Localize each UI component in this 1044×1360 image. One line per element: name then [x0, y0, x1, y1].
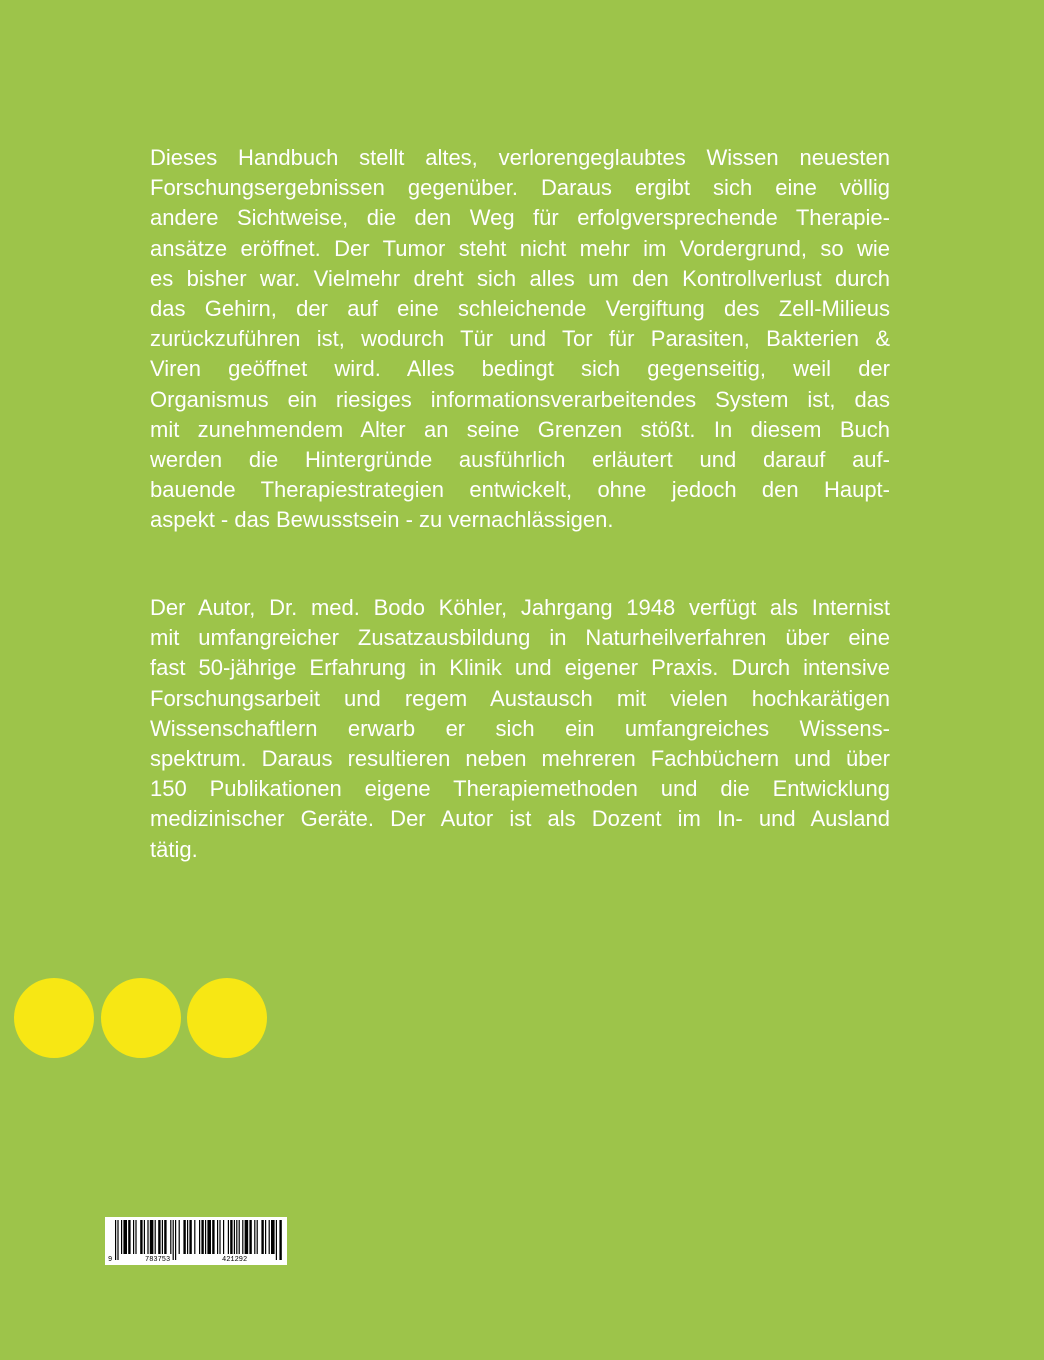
author-bio-line: Forschungsarbeit und regem Austausch mit vielen hochkarätigen	[150, 685, 890, 711]
isbn-barcode	[105, 1217, 287, 1265]
author-bio-line: tätig.	[150, 836, 198, 862]
barcode-bars	[105, 1217, 287, 1265]
barcode-bar	[133, 1220, 134, 1254]
barcode-bar	[239, 1220, 240, 1254]
blurb-line: Forschungsergebnissen gegenüber. Daraus ergibt sich eine völlig	[150, 175, 890, 201]
barcode-bar	[249, 1220, 251, 1254]
blurb-line: ansätze eröffnet. Der Tumor steht nicht mehr im Vordergrund, so wie	[150, 235, 890, 261]
barcode-bar	[175, 1220, 176, 1260]
barcode-bar	[179, 1220, 180, 1254]
blurb-line: zurückzuführen ist, wodurch Tür und Tor für Parasiten, Bakterien &	[150, 326, 890, 352]
barcode-bar	[276, 1220, 277, 1260]
author-bio-line: 150 Publikationen eigene Therapiemethoden und die Entwicklung	[150, 776, 890, 802]
barcode-bar	[223, 1220, 224, 1254]
barcode-bar	[269, 1220, 270, 1254]
barcode-digit-first: 9	[108, 1256, 113, 1264]
back-cover-blurb	[150, 143, 890, 536]
barcode-bar	[230, 1220, 232, 1254]
blurb-line: Viren geöffnet wird. Alles bedingt sich gegenseitig, weil der	[150, 356, 890, 382]
barcode-bar	[245, 1220, 249, 1254]
barcode-bar	[158, 1220, 160, 1254]
barcode-bar	[135, 1220, 136, 1254]
blurb-line: werden die Hintergründe ausführlich erläutert und darauf auf-	[150, 447, 890, 473]
barcode-bar	[170, 1220, 171, 1254]
blurb-line: andere Sichtweise, die den Weg für erfolgversprechende Therapie-	[150, 205, 890, 231]
author-bio-line: mit umfangreicher Zusatzausbildung in Naturheilverfahren über eine	[150, 625, 890, 651]
barcode-digits-left: 783753	[145, 1256, 171, 1264]
author-bio-line: Der Autor, Dr. med. Bodo Köhler, Jahrgang 1948 verfügt als Internist	[150, 595, 890, 620]
barcode-bar	[279, 1220, 281, 1260]
barcode-bar	[236, 1220, 237, 1254]
barcode-bar	[115, 1220, 116, 1260]
barcode-bar	[205, 1220, 206, 1254]
author-bio-line: medizinischer Geräte. Der Autor ist als Dozent im In- und Ausland	[150, 806, 890, 832]
barcode-bar	[257, 1220, 258, 1254]
barcode-bar	[199, 1220, 200, 1254]
barcode-bar	[164, 1220, 166, 1254]
author-bio-line: spektrum. Daraus resultieren neben mehreren Fachbüchern und über	[150, 746, 890, 772]
barcode-bar	[228, 1220, 229, 1254]
barcode-bar	[117, 1220, 118, 1260]
barcode-bar	[128, 1220, 130, 1254]
blurb-line: aspekt - das Bewusstsein - zu vernachlässigen.	[150, 507, 614, 533]
barcode-bar	[212, 1220, 214, 1254]
author-bio-line: Wissenschaftlern erwarb er sich ein umfangreiches Wissens-	[150, 715, 890, 741]
yellow-dot-3	[187, 978, 267, 1058]
barcode-bar	[194, 1220, 195, 1254]
barcode-digits-right: 421292	[222, 1256, 248, 1264]
barcode-bar	[242, 1220, 243, 1254]
blurb-line: das Gehirn, der auf eine schleichende Vergiftung des Zell-Milieus	[150, 296, 890, 322]
barcode-bar	[147, 1220, 148, 1254]
barcode-bar	[219, 1220, 220, 1254]
barcode-bar	[261, 1220, 263, 1254]
barcode-bar	[173, 1220, 174, 1260]
author-bio	[150, 593, 890, 865]
barcode-bar	[187, 1220, 188, 1254]
barcode-bar	[234, 1220, 235, 1254]
barcode-bar	[265, 1220, 266, 1254]
barcode-bar	[140, 1220, 142, 1254]
blurb-line: Dieses Handbuch stellt altes, verlorengeglaubtes Wissen neuesten	[150, 145, 890, 170]
author-bio-line: fast 50-jährige Erfahrung in Klinik und eigener Praxis. Durch intensive	[150, 655, 890, 681]
yellow-dot-2	[101, 978, 181, 1058]
barcode-bar	[254, 1220, 255, 1254]
barcode-bar	[123, 1220, 127, 1254]
barcode-bar	[121, 1220, 122, 1254]
barcode-bar	[201, 1220, 203, 1254]
blurb-line: mit zunehmendem Alter an seine Grenzen stößt. In diesem Buch	[150, 416, 890, 442]
blurb-line: bauende Therapiestrategien entwickelt, ohne jedoch den Haupt-	[150, 477, 890, 503]
barcode-bar	[162, 1220, 163, 1254]
barcode-bar	[150, 1220, 154, 1254]
yellow-dot-1	[14, 978, 94, 1058]
blurb-line: Organismus ein riesiges informationsverarbeitendes System ist, das	[150, 386, 890, 412]
barcode-bar	[271, 1220, 275, 1254]
barcode-bar	[189, 1220, 191, 1254]
barcode-bar	[144, 1220, 145, 1254]
barcode-bar	[207, 1220, 211, 1254]
blurb-line: es bisher war. Vielmehr dreht sich alles um den Kontrollverlust durch	[150, 265, 890, 291]
barcode-bar	[217, 1220, 218, 1254]
barcode-bar	[183, 1220, 185, 1254]
barcode-bar	[155, 1220, 156, 1254]
